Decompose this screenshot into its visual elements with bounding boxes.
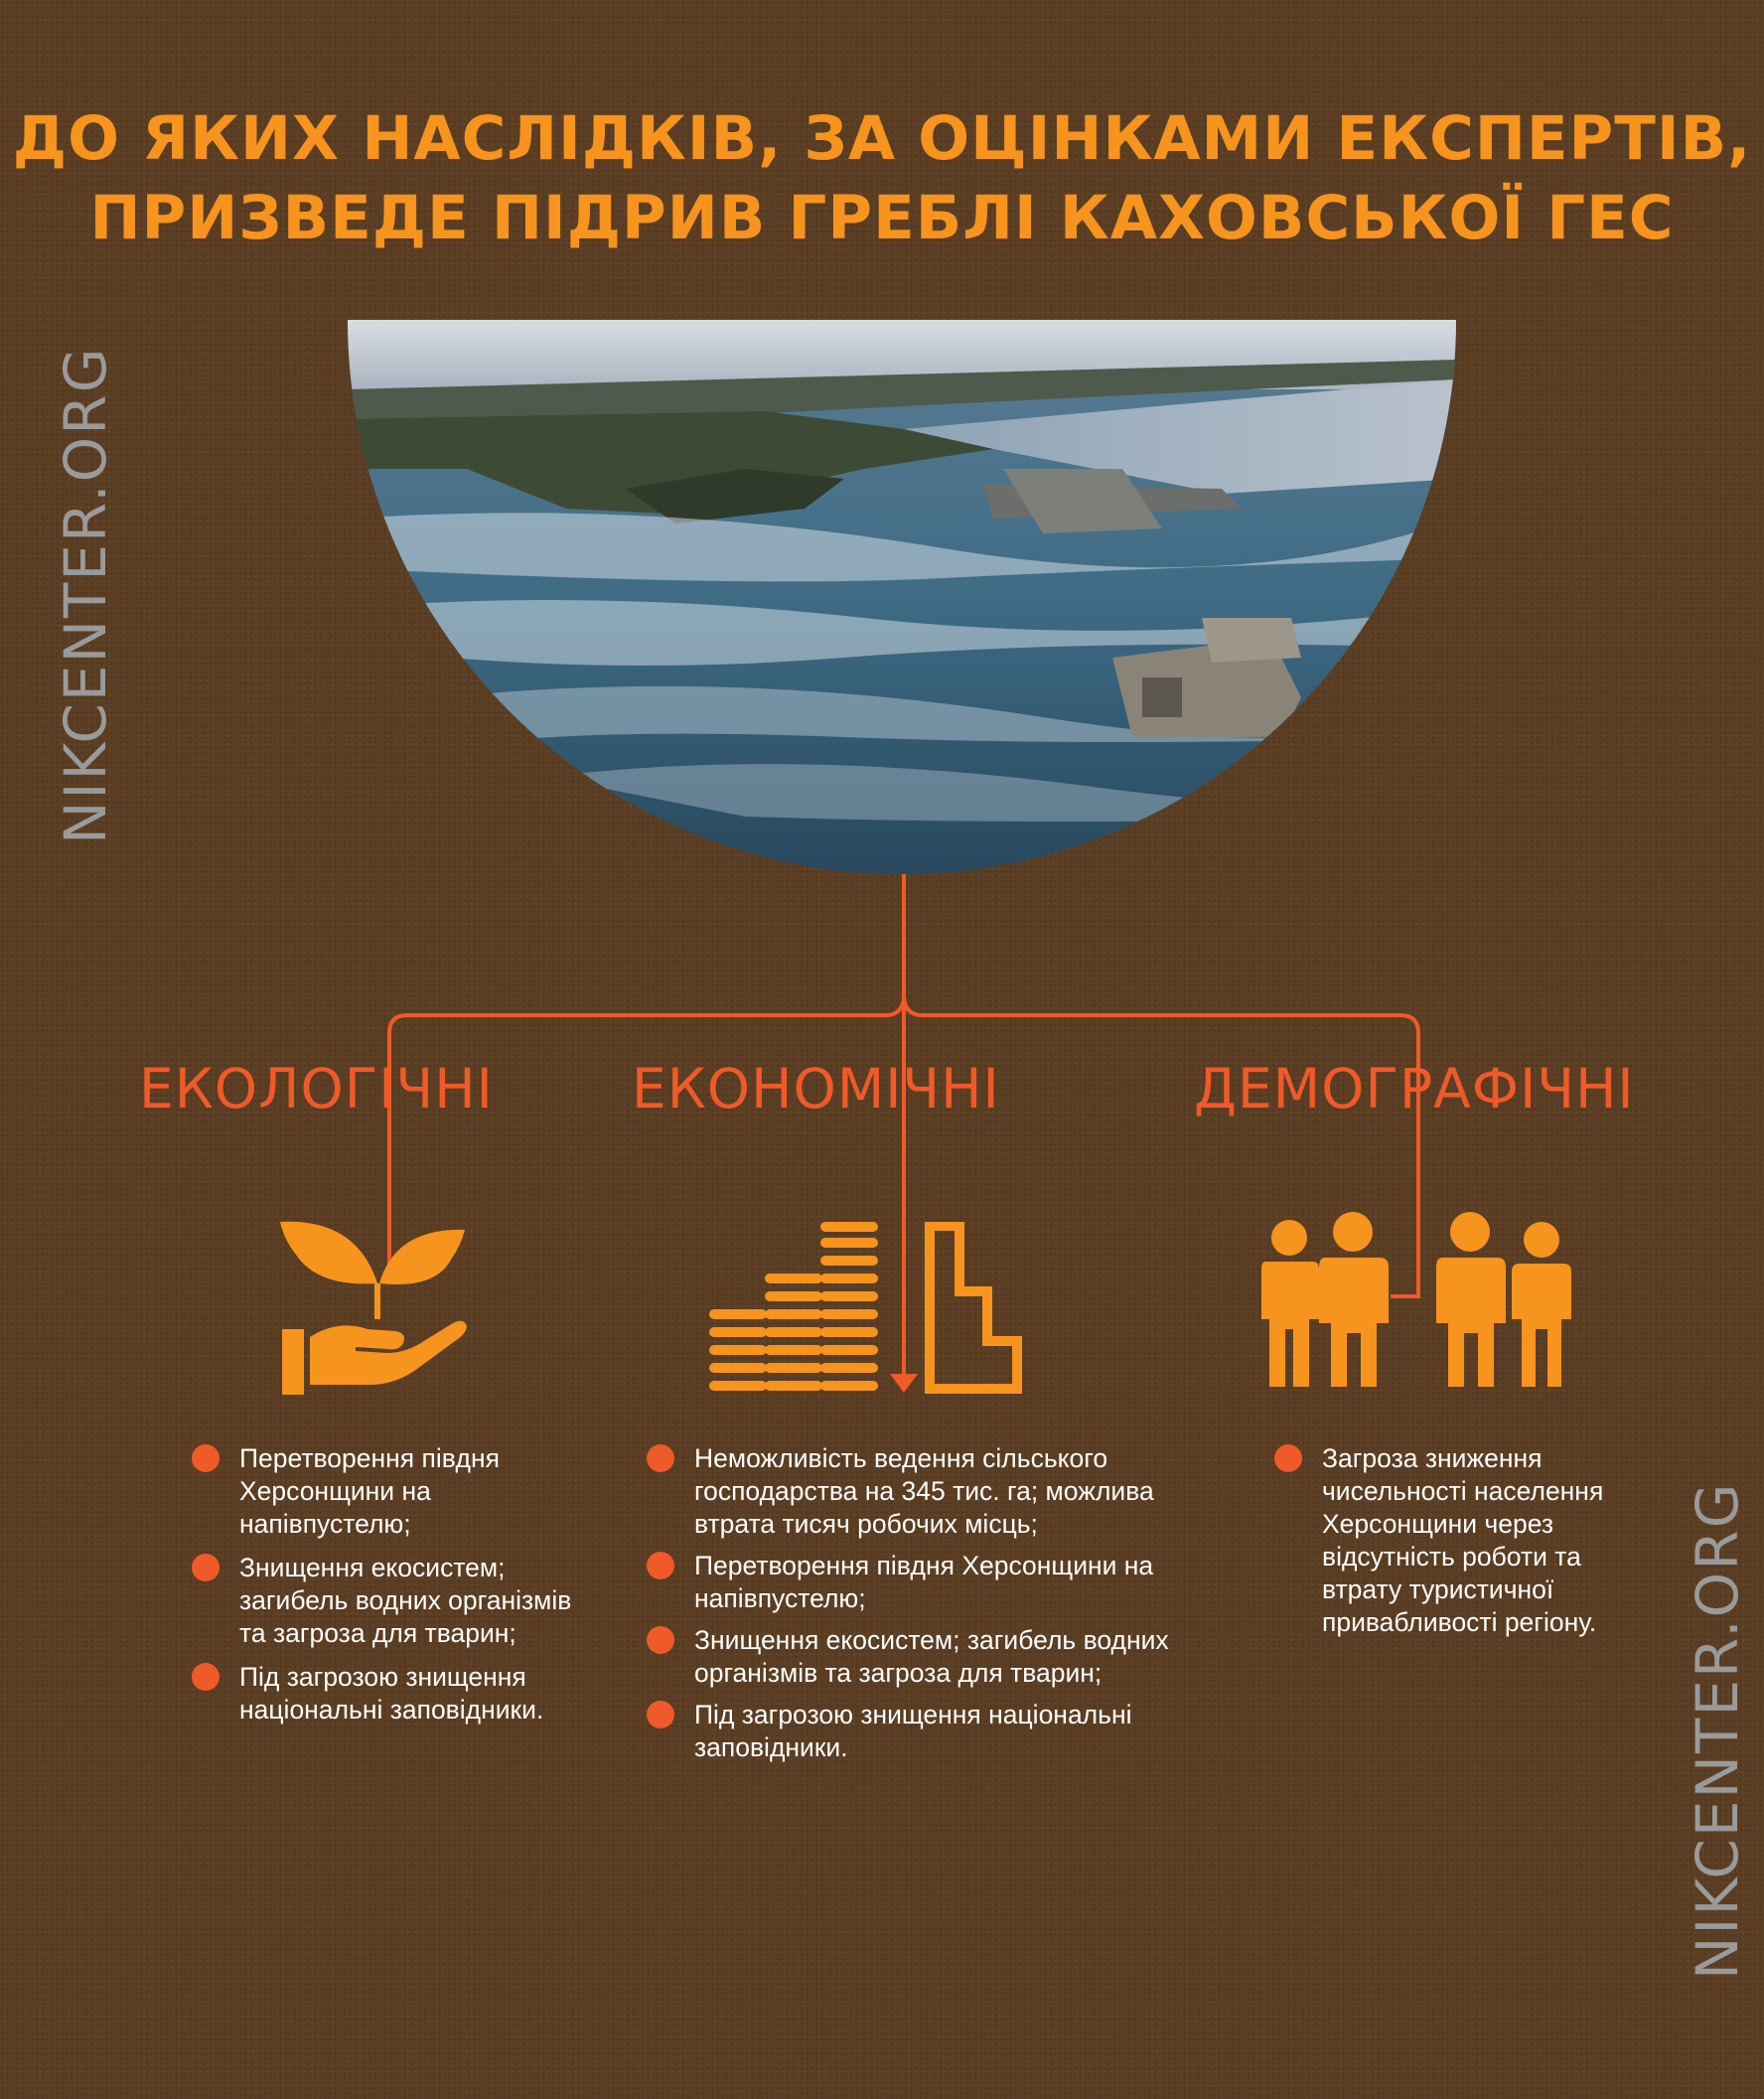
list-item-text: Перетворення півдня Херсонщини на напівпустелю; — [694, 1551, 1154, 1613]
list-item-text: Перетворення півдня Херсонщини на напівпустелю; — [239, 1443, 500, 1539]
list-item — [192, 1442, 579, 1541]
bullet-dot — [1274, 1444, 1302, 1472]
title-line-1: ДО ЯКИХ НАСЛІДКІВ, ЗА ОЦІНКАМИ ЕКСПЕРТІВ, — [12, 103, 1752, 174]
list-item — [647, 1699, 1203, 1764]
watermark-right: NIKCENTER.ORG — [1684, 1481, 1751, 1980]
list-item-text: Під загрозою знищення національні заповідники. — [694, 1700, 1132, 1762]
plant-in-hand-icon — [278, 1220, 467, 1401]
bullet-dot — [192, 1444, 220, 1472]
list-item-text: Знищення екосистем; загибель водних організмів та загроза для тварин; — [694, 1625, 1169, 1688]
list-item — [647, 1550, 1203, 1615]
bullet-dot — [192, 1554, 220, 1581]
list-item-text: Загроза зниження чисельності населення Херсонщини через відсутність роботи та втрату туристичної привабливості регіону. — [1322, 1443, 1604, 1637]
category-ecological: ЕКОЛОГІЧНІ — [139, 1057, 494, 1121]
list-item — [647, 1442, 1203, 1541]
title-line-2: ПРИЗВЕДЕ ПІДРИВ ГРЕБЛІ КАХОВСЬКОЇ ГЕС — [89, 183, 1675, 253]
watermark-left: NIKCENTER.ORG — [52, 346, 119, 844]
list-item-text: Неможливість ведення сільського господарства на 345 тис. га; можлива втрата тисяч робочих місць; — [694, 1443, 1154, 1539]
category-economic: ЕКОНОМІЧНІ — [632, 1057, 1000, 1121]
bullet-dot — [647, 1701, 674, 1728]
bullet-dot — [647, 1444, 674, 1472]
list-item-text: Знищення екосистем; загибель водних організмів та загроза для тварин; — [239, 1553, 572, 1648]
economic-list — [647, 1442, 1203, 1773]
people-group-icon — [1261, 1210, 1575, 1387]
bullet-dot — [192, 1663, 220, 1691]
category-demographic: ДЕМОГРАФІЧНІ — [1194, 1057, 1635, 1121]
list-item — [647, 1624, 1203, 1690]
list-item-text: Під загрозою знищення національні заповідники. — [239, 1662, 544, 1724]
list-item — [192, 1552, 579, 1650]
ecological-list — [192, 1442, 579, 1737]
demographic-list — [1274, 1442, 1632, 1650]
bullet-dot — [647, 1626, 674, 1654]
bullet-dot — [647, 1552, 674, 1579]
list-item — [192, 1661, 579, 1726]
list-item — [1274, 1442, 1632, 1639]
coins-and-chart-icon — [709, 1222, 1057, 1397]
